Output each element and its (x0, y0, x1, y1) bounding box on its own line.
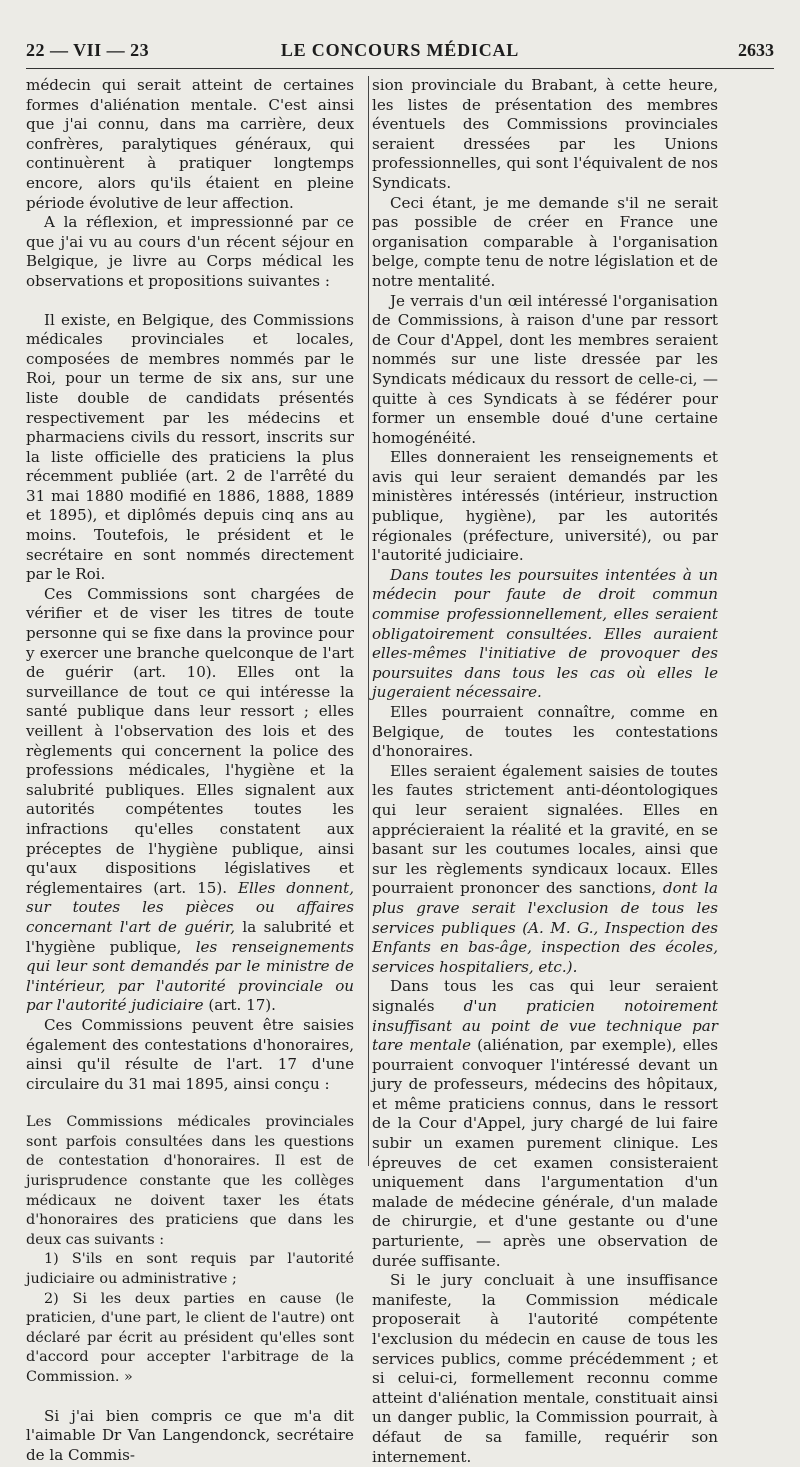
italic-run: dont la plus grave serait l'exclusion de tous les services publiques (A. M. G., Inspection des Enfants en bas-âge, inspection des écoles, services hospitaliers, etc.). (372, 879, 718, 976)
paragraph: A la réflexion, et impressionné par ce que j'ai vu au cours d'un récent séjour en Belgique, je livre au Corps médical les observations et propositions suivantes : (26, 213, 354, 290)
paragraph: médecin qui serait atteint de certaines formes d'aliénation mentale. C'est ainsi que j'ai connu, dans ma carrière, deux confrères, paralytiques généraux, qui continuèrent à pratiquer longtemps encore, alors qu'ils étaient en pleine période évolutive de leur affection. (26, 76, 354, 212)
right-column (372, 76, 718, 1467)
text-run: (art. 17). (208, 996, 276, 1015)
running-header (26, 40, 774, 64)
text-run: (aliénation, par exemple), elles pourraient convoquer l'intéressé devant un jury de professeurs, médecins des hôpitaux, et même praticiens connus, dans le ressort de la Cour d'Appel, jury chargé de lui faire subir un examen purement clinique. Les épreuves de cet examen consisteraient uniquement dans l'argumentation d'un malade de médecine générale, d'un malade de chirurgie, et d'une gestante ou d'une parturiente, — après une observation de durée suffisante. (372, 1036, 718, 1270)
column-divider (368, 76, 369, 1166)
paragraph: Si j'ai bien compris ce que m'a dit l'aimable Dr Van Langendonck, secrétaire de la Commis- (26, 1406, 354, 1464)
paragraph (372, 566, 718, 703)
text-run: Ces Commissions sont chargées de vérifier et de viser les titres de toute personne qui se fixe dans la province pour y exercer une branche quelconque de l'art de guérir (art. 10). Elles ont la surveillance de tout ce qui intéresse la santé publique dans leur ressort ; elles veillent à l'observation des lois et des règlements qui concernent la police des professions médicales, l'hygiène et la salubrité publiques. Elles signalent aux autorités compétentes toutes les infractions qu'elles constatent aux préceptes de l'hygiène publique, ainsi qu'aux dispositions législatives et réglementaires (art. 15). (26, 584, 354, 897)
issue-date: 22 — VII — 23 (26, 40, 150, 60)
paragraph-gap (26, 1094, 354, 1113)
paragraph-gap (26, 292, 354, 311)
paragraph (372, 977, 718, 1271)
journal-title: LE CONCOURS MÉDICAL (280, 40, 520, 60)
italic-run: Elles donnent, sur toutes les pièces ou affaires concernant l'art de guérir, (26, 878, 354, 936)
paragraph: Elles pourraient connaître, comme en Belgique, de toutes les contestations d'honoraires. (372, 703, 718, 761)
paragraph: sion provinciale du Brabant, à cette heure, les listes de présentation des membres éventuels des Commissions provinciales seraient dressées par les Unions professionnelles, qui sont l'équivalent de nos Syndicats. (372, 76, 718, 192)
text-run: Dans tous les cas qui leur seraient signalés (372, 977, 718, 1015)
paragraph: Je verrais d'un œil intéressé l'organisation de Commissions, à raison d'une par ressort de Cour d'Appel, dont les membres seraient nommés sur une liste dressée par les Syndicats médicaux du ressort de celle-ci, — quitte à ces Syndicats à se fédérer pour former un ensemble doué d'une certaine homogénéité. (372, 291, 718, 447)
paragraph (26, 585, 354, 1016)
italic-run: Dans toutes les poursuites intentées à un médecin pour faute de droit commun commise professionnellement, elles seraient obligatoirement consultées. Elles auraient elles-mêmes l'initiative de provoquer des poursuites dans tous les cas où elles le jugeraient nécessaire. (372, 565, 718, 702)
quote-paragraph: 1) S'ils en sont requis par l'autorité judiciaire ou administrative ; (26, 1251, 354, 1288)
paragraph-gap (26, 1388, 354, 1407)
text-run: Elles seraient également saisies de toutes les fautes strictement anti-déontologiques qui leur seraient signalées. Elles en apprécieraient la réalité et la gravité, en se basant sur les coutumes locales, ainsi que sur les règlements syndicaux locaux. Elles pourraient prononcer des sanctions, (372, 761, 718, 898)
header-rule (26, 68, 774, 69)
paragraph: Ces Commissions peuvent être saisies également des contestations d'honoraires, ainsi qu'il résulte de l'art. 17 d'une circulaire du 31 mai 1895, ainsi conçu : (26, 1015, 354, 1093)
left-column (26, 76, 354, 1465)
paragraph: Il existe, en Belgique, des Commissions médicales provinciales et locales, composées de membres nommés par le Roi, pour un terme de six ans, sur une liste double de candidats présentés respectivement par les médecins et pharmaciens civils du ressort, inscrits sur la liste officielle des praticiens la plus récemment publiée (art. 2 de l'arrêté du 31 mai 1880 modifié en 1886, 1888, 1889 et 1895), et diplômés depuis cinq ans au moins. Toutefois, le président et le secrétaire en sont nommés directement par le Roi. (26, 310, 354, 584)
paragraph: Elles donneraient les renseignements et avis qui leur seraient demandés par les ministères intéressés (intérieur, instruction publique, hygiène), par les autorités régionales (préfecture, université), ou par l'autorité judiciaire. (372, 448, 718, 565)
quote-paragraph: Les Commissions médicales provinciales sont parfois consultées dans les questions de contestation d'honoraires. Il est de jurisprudence constante que les collèges médicaux ne doivent taxer les états d'honoraires des praticiens que dans les deux cas suivants : (26, 1114, 354, 1248)
text-run: la salubrité et l'hygiène publique, (26, 917, 354, 956)
paragraph: Si le jury concluait à une insuffisance manifeste, la Commission médicale proposerait à l'autorité compétente l'exclusion du médecin en cause de tous les services publics, comme précédemment ; et si celui-ci, formellement reconnu comme atteint d'aliénation mentale, constituait ainsi un danger public, la Commission pourrait, à défaut de sa famille, requérir son internement. (372, 1271, 718, 1466)
paragraph: Ceci étant, je me demande s'il ne serait pas possible de créer en France une organisation comparable à l'organisation belge, compte tenu de notre législation et de notre mentalité. (372, 193, 718, 290)
italic-run: d'un praticien notoirement insuffisant au point de vue technique par tare mentale (372, 996, 718, 1055)
quoted-circular (26, 1113, 354, 1387)
paragraph (372, 762, 718, 978)
quote-paragraph: 2) Si les deux parties en cause (le praticien, d'une part, le client de l'autre) ont déclaré par écrit au président qu'elles sont d'accord pour accepter l'arbitrage de la Commission. » (26, 1290, 354, 1385)
italic-run: les renseignements qui leur sont demandés par le ministre de l'intérieur, par l'autorité provinciale ou par l'autorité judiciaire (26, 937, 354, 1015)
page-number: 2633 (738, 40, 774, 60)
